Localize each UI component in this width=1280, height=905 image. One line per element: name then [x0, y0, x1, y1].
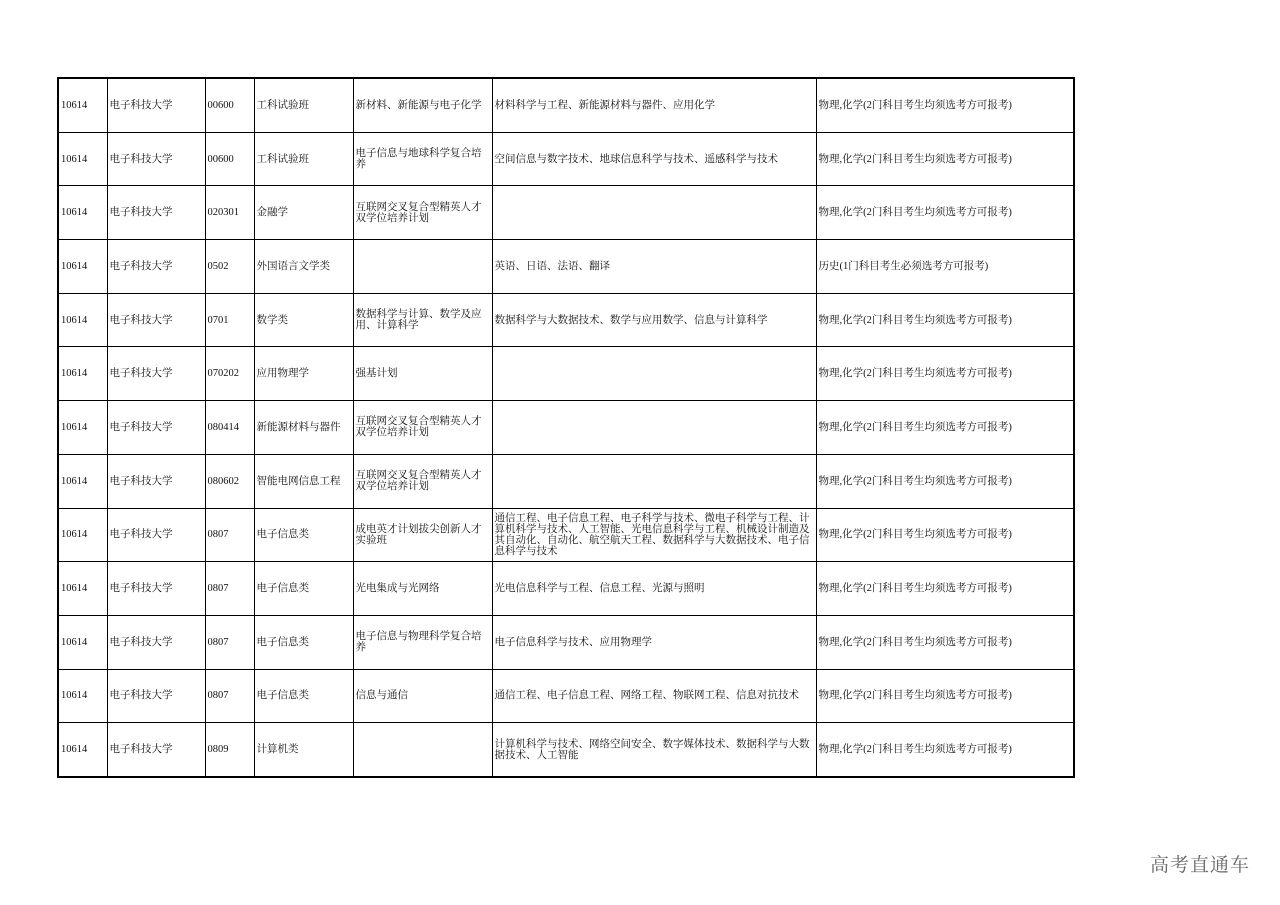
major-code-cell: 070202 [205, 347, 254, 401]
school-code-cell: 10614 [58, 508, 107, 562]
included-majors-cell: 通信工程、电子信息工程、电子科学与技术、微电子科学与工程、计算机科学与技术、人工智能、光电信息科学与工程、机械设计制造及其自动化、自动化、航空航天工程、数据科学与大数据技术、电子信息科学与技术 [492, 508, 816, 562]
table-row [58, 615, 1074, 669]
major-note-cell: 光电集成与光网络 [353, 562, 492, 616]
major-note-cell: 强基计划 [353, 347, 492, 401]
major-name-cell: 外国语言文学类 [254, 240, 353, 294]
included-majors-cell: 英语、日语、法语、翻译 [492, 240, 816, 294]
subject-requirement-cell: 物理,化学(2门科目考生均须选考方可报考) [816, 723, 1074, 777]
major-note-cell: 互联网交叉复合型精英人才双学位培养计划 [353, 401, 492, 455]
included-majors-cell: 空间信息与数字技术、地球信息科学与技术、遥感科学与技术 [492, 132, 816, 186]
table-row [58, 723, 1074, 777]
school-code-cell: 10614 [58, 669, 107, 723]
included-majors-cell [492, 347, 816, 401]
major-code-cell: 080414 [205, 401, 254, 455]
included-majors-cell: 材料科学与工程、新能源材料与器件、应用化学 [492, 78, 816, 132]
major-note-cell: 数据科学与计算、数学及应用、计算科学 [353, 293, 492, 347]
school-name-cell: 电子科技大学 [107, 562, 205, 616]
subject-requirement-cell: 物理,化学(2门科目考生均须选考方可报考) [816, 615, 1074, 669]
table-row [58, 132, 1074, 186]
school-name-cell: 电子科技大学 [107, 723, 205, 777]
school-code-cell: 10614 [58, 454, 107, 508]
major-note-cell [353, 240, 492, 294]
school-code-cell: 10614 [58, 401, 107, 455]
major-name-cell: 计算机类 [254, 723, 353, 777]
major-note-cell [353, 723, 492, 777]
major-note-cell: 信息与通信 [353, 669, 492, 723]
watermark: 高考直通车 [1149, 854, 1250, 876]
major-code-cell: 0807 [205, 669, 254, 723]
table-row [58, 508, 1074, 562]
major-code-cell: 0807 [205, 508, 254, 562]
major-note-cell: 电子信息与地球科学复合培养 [353, 132, 492, 186]
included-majors-cell [492, 401, 816, 455]
school-name-cell: 电子科技大学 [107, 240, 205, 294]
school-code-cell: 10614 [58, 562, 107, 616]
major-code-cell: 0809 [205, 723, 254, 777]
table-row [58, 454, 1074, 508]
major-code-cell: 00600 [205, 132, 254, 186]
school-name-cell: 电子科技大学 [107, 615, 205, 669]
major-note-cell: 互联网交叉复合型精英人才双学位培养计划 [353, 186, 492, 240]
school-name-cell: 电子科技大学 [107, 78, 205, 132]
included-majors-cell: 光电信息科学与工程、信息工程、光源与照明 [492, 562, 816, 616]
school-code-cell: 10614 [58, 293, 107, 347]
major-code-cell: 0807 [205, 562, 254, 616]
major-note-cell: 电子信息与物理科学复合培养 [353, 615, 492, 669]
major-name-cell: 工科试验班 [254, 132, 353, 186]
subject-requirement-cell: 物理,化学(2门科目考生均须选考方可报考) [816, 78, 1074, 132]
major-code-cell: 020301 [205, 186, 254, 240]
school-name-cell: 电子科技大学 [107, 669, 205, 723]
major-code-cell: 080602 [205, 454, 254, 508]
major-note-cell: 成电英才计划拔尖创新人才实验班 [353, 508, 492, 562]
included-majors-cell: 计算机科学与技术、网络空间安全、数字媒体技术、数据科学与大数据技术、人工智能 [492, 723, 816, 777]
subject-requirement-cell: 物理,化学(2门科目考生均须选考方可报考) [816, 669, 1074, 723]
school-name-cell: 电子科技大学 [107, 401, 205, 455]
major-name-cell: 新能源材料与器件 [254, 401, 353, 455]
school-name-cell: 电子科技大学 [107, 132, 205, 186]
major-note-cell: 新材料、新能源与电子化学 [353, 78, 492, 132]
table-row [58, 293, 1074, 347]
school-code-cell: 10614 [58, 615, 107, 669]
major-name-cell: 电子信息类 [254, 615, 353, 669]
table-row [58, 347, 1074, 401]
table-row [58, 401, 1074, 455]
subject-requirement-cell: 物理,化学(2门科目考生均须选考方可报考) [816, 132, 1074, 186]
major-name-cell: 电子信息类 [254, 562, 353, 616]
school-code-cell: 10614 [58, 132, 107, 186]
major-name-cell: 金融学 [254, 186, 353, 240]
table-row [58, 186, 1074, 240]
subject-requirement-cell: 物理,化学(2门科目考生均须选考方可报考) [816, 347, 1074, 401]
included-majors-cell [492, 186, 816, 240]
table-row [58, 240, 1074, 294]
subject-requirement-cell: 物理,化学(2门科目考生均须选考方可报考) [816, 401, 1074, 455]
included-majors-cell: 数据科学与大数据技术、数学与应用数学、信息与计算科学 [492, 293, 816, 347]
school-code-cell: 10614 [58, 78, 107, 132]
school-code-cell: 10614 [58, 723, 107, 777]
included-majors-cell: 通信工程、电子信息工程、网络工程、物联网工程、信息对抗技术 [492, 669, 816, 723]
included-majors-cell [492, 454, 816, 508]
school-name-cell: 电子科技大学 [107, 347, 205, 401]
major-code-cell: 0701 [205, 293, 254, 347]
table-row [58, 78, 1074, 132]
school-code-cell: 10614 [58, 240, 107, 294]
school-name-cell: 电子科技大学 [107, 293, 205, 347]
admission-table [57, 77, 1075, 778]
subject-requirement-cell: 物理,化学(2门科目考生均须选考方可报考) [816, 186, 1074, 240]
table-row [58, 669, 1074, 723]
subject-requirement-cell: 物理,化学(2门科目考生均须选考方可报考) [816, 454, 1074, 508]
major-code-cell: 00600 [205, 78, 254, 132]
subject-requirement-cell: 历史(1门科目考生必须选考方可报考) [816, 240, 1074, 294]
school-name-cell: 电子科技大学 [107, 454, 205, 508]
major-name-cell: 电子信息类 [254, 508, 353, 562]
major-code-cell: 0807 [205, 615, 254, 669]
major-name-cell: 数学类 [254, 293, 353, 347]
school-name-cell: 电子科技大学 [107, 508, 205, 562]
table-row [58, 562, 1074, 616]
major-code-cell: 0502 [205, 240, 254, 294]
major-note-cell: 互联网交叉复合型精英人才双学位培养计划 [353, 454, 492, 508]
major-name-cell: 应用物理学 [254, 347, 353, 401]
subject-requirement-cell: 物理,化学(2门科目考生均须选考方可报考) [816, 562, 1074, 616]
school-name-cell: 电子科技大学 [107, 186, 205, 240]
school-code-cell: 10614 [58, 347, 107, 401]
major-name-cell: 智能电网信息工程 [254, 454, 353, 508]
included-majors-cell: 电子信息科学与技术、应用物理学 [492, 615, 816, 669]
major-name-cell: 电子信息类 [254, 669, 353, 723]
subject-requirement-cell: 物理,化学(2门科目考生均须选考方可报考) [816, 293, 1074, 347]
major-name-cell: 工科试验班 [254, 78, 353, 132]
school-code-cell: 10614 [58, 186, 107, 240]
subject-requirement-cell: 物理,化学(2门科目考生均须选考方可报考) [816, 508, 1074, 562]
